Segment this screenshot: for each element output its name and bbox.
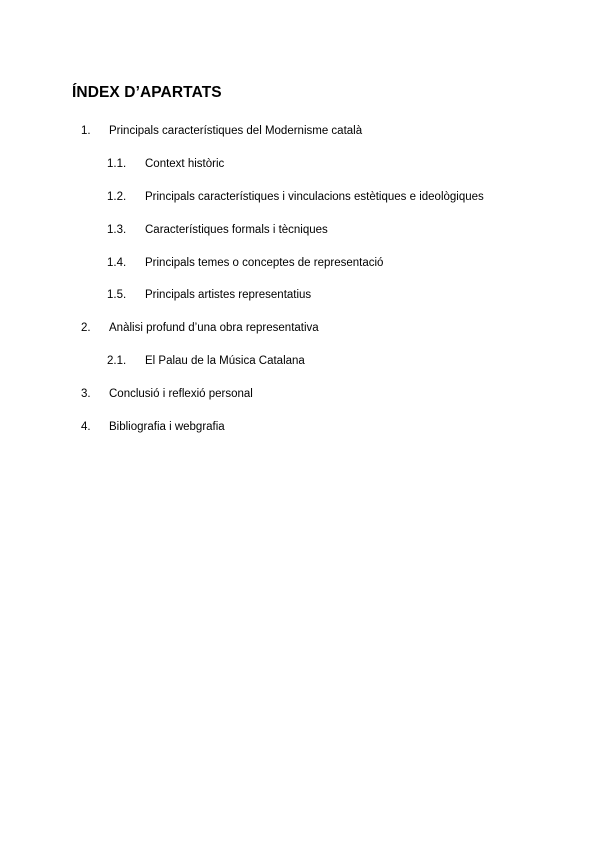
toc-entry-number: 2.1. bbox=[107, 355, 127, 367]
toc-entry-label: Principals característiques del Modernisme català bbox=[109, 125, 363, 137]
toc-entry-label: Principals característiques i vinculacions estètiques e ideològiques bbox=[145, 191, 484, 203]
toc-entry-label: Característiques formals i tècniques bbox=[145, 224, 328, 236]
toc-entry-label: Conclusió i reflexió personal bbox=[109, 388, 253, 400]
toc-entry-number: 1. bbox=[81, 125, 91, 137]
toc-entry-number: 1.2. bbox=[107, 191, 127, 203]
toc-entry-number: 2. bbox=[81, 322, 91, 334]
toc-entry-number: 1.1. bbox=[107, 158, 127, 170]
toc-entry-label: El Palau de la Música Catalana bbox=[145, 355, 305, 367]
toc-entry-label: Anàlisi profund d’una obra representativa bbox=[109, 322, 319, 334]
toc-entry-number: 1.5. bbox=[107, 289, 127, 301]
toc-entry-number: 1.4. bbox=[107, 257, 127, 269]
toc-entry-number: 4. bbox=[81, 421, 91, 433]
toc-entry-number: 3. bbox=[81, 388, 91, 400]
page-title: ÍNDEX D’APARTATS bbox=[72, 84, 222, 101]
toc-entry-label: Bibliografia i webgrafia bbox=[109, 421, 225, 433]
toc-entry-number: 1.3. bbox=[107, 224, 127, 236]
toc-entry-label: Principals artistes representatius bbox=[145, 289, 312, 301]
toc-entry-label: Context històric bbox=[145, 158, 225, 170]
toc-entry-label: Principals temes o conceptes de representació bbox=[145, 257, 384, 269]
